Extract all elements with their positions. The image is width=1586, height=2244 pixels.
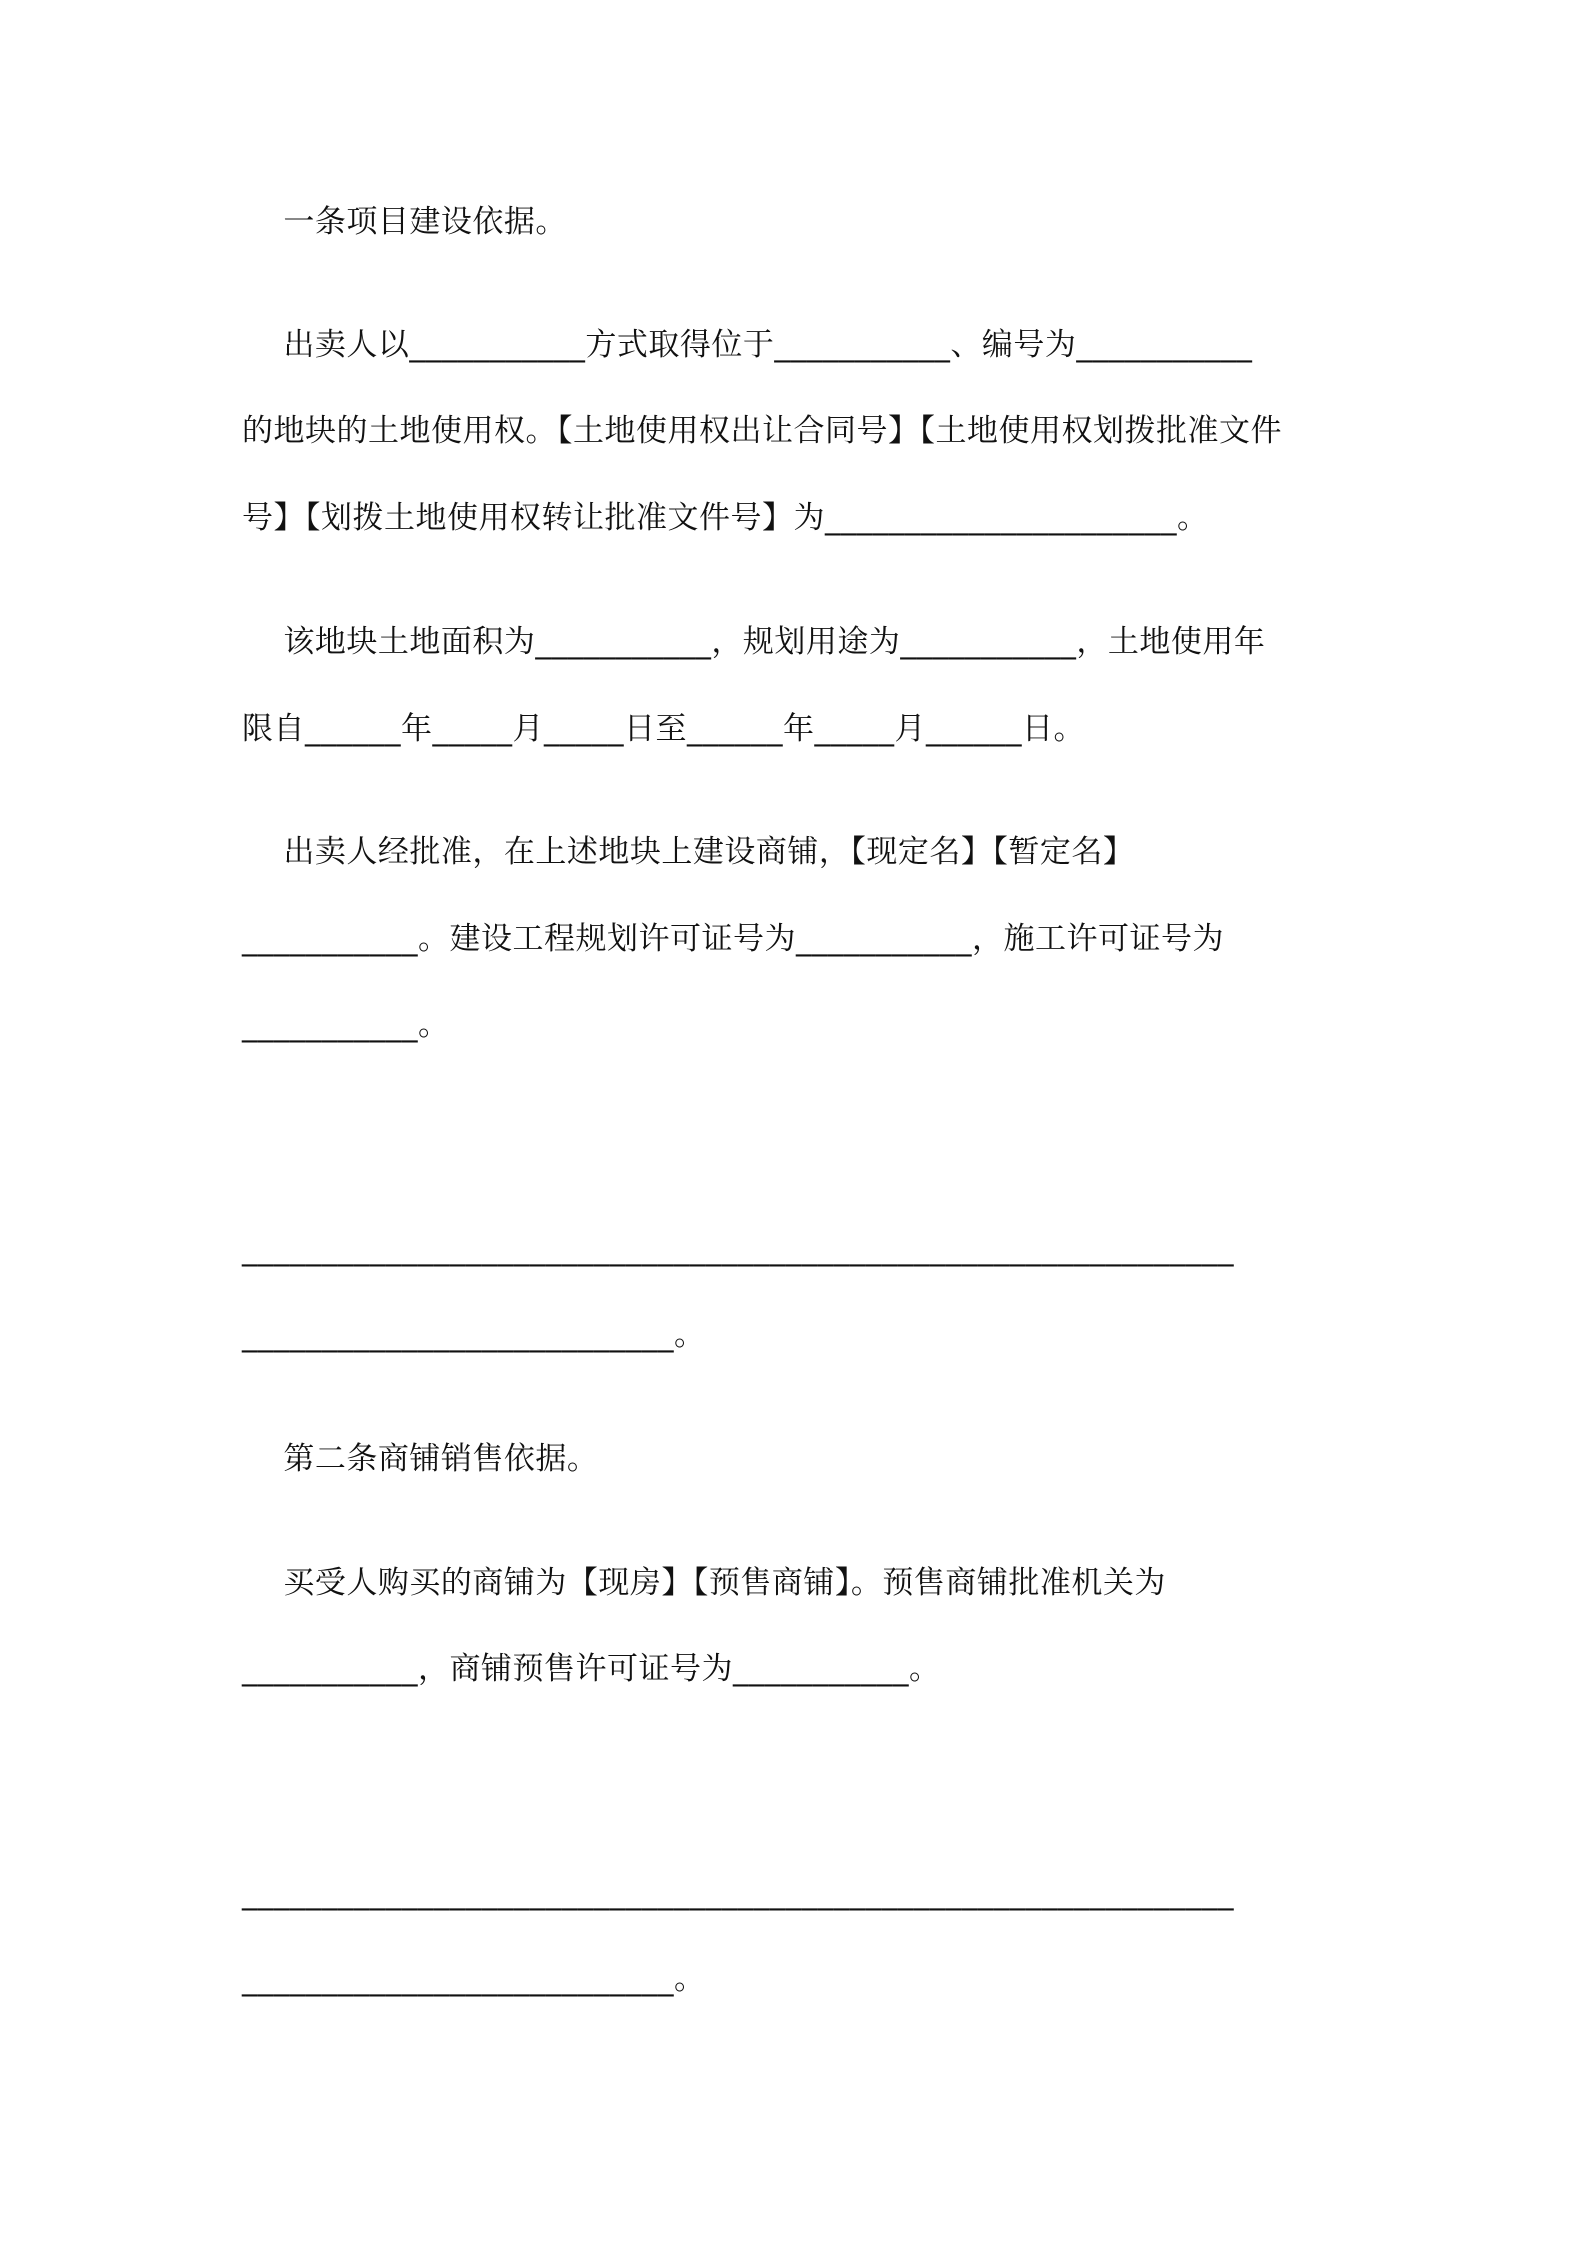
paragraph-line: ___________。建设工程规划许可证号为___________，施工许可证号为 <box>242 921 1224 957</box>
paragraph-line: 限自______年_____月_____日至______年_____月______日。 <box>242 711 1085 747</box>
paragraph-line: 该地块土地面积为___________，规划用途为___________，土地使用年 <box>242 624 1266 660</box>
blank-fill-line: ______________________________________________________________ <box>242 1875 1234 1911</box>
paragraph-line: ___________。 <box>242 1007 450 1043</box>
paragraph-line: 出卖人经批准，在上述地块上建设商铺，【现定名】【暂定名】 <box>242 834 1135 870</box>
paragraph-line: 的地块的土地使用权。【土地使用权出让合同号】【土地使用权划拨批准文件 <box>242 413 1282 449</box>
blank-fill-line: ___________________________。 <box>242 1317 706 1353</box>
clause-2-heading: 第二条商铺销售依据。 <box>242 1441 599 1477</box>
blank-fill-line: ___________________________。 <box>242 1961 706 1997</box>
paragraph-line: 出卖人以___________方式取得位于___________、编号为___________ <box>242 327 1253 363</box>
clause-1-heading: 一条项目建设依据。 <box>242 204 567 240</box>
paragraph-line: 买受人购买的商铺为【现房】【预售商铺】。预售商铺批准机关为 <box>242 1565 1166 1601</box>
blank-fill-line: ______________________________________________________________ <box>242 1231 1234 1267</box>
paragraph-line: 号】【划拨土地使用权转让批准文件号】为______________________。 <box>242 500 1209 536</box>
paragraph-line: ___________，商铺预售许可证号为___________。 <box>242 1651 941 1687</box>
